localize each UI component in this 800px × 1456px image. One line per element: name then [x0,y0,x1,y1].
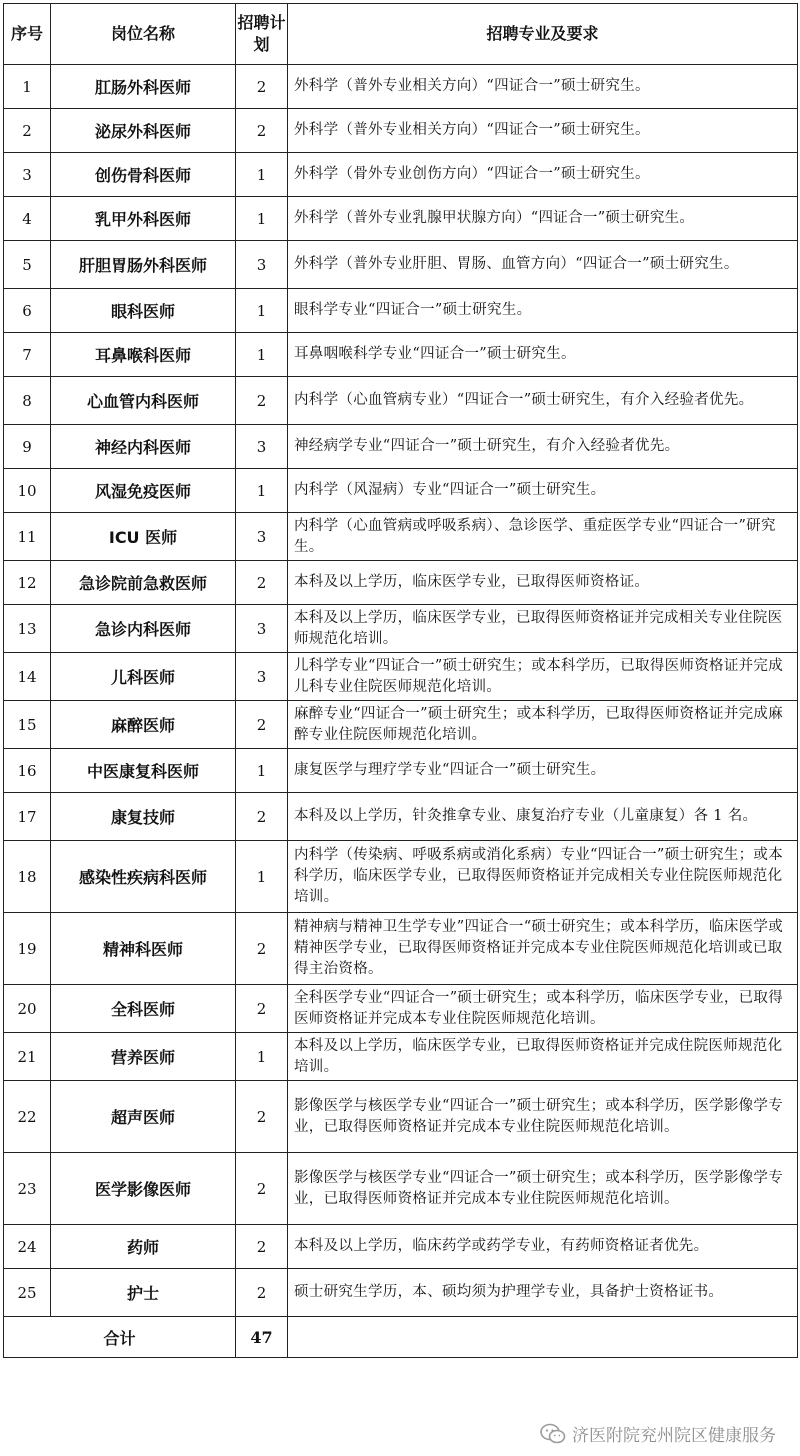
requirements: 外科学（普外专业乳腺甲状腺方向）“四证合一”硕士研究生。 [288,197,798,241]
row-number: 1 [4,65,51,109]
requirements: 本科及以上学历，临床医学专业，已取得医师资格证并完成住院医师规范化培训。 [288,1033,798,1081]
row-number: 13 [4,605,51,653]
row-number: 16 [4,749,51,793]
row-number: 12 [4,561,51,605]
table-row [4,513,798,561]
position-name: 营养医师 [51,1033,236,1081]
plan-count: 3 [236,653,288,701]
plan-count: 2 [236,701,288,749]
table-row [4,469,798,513]
watermark [540,1421,776,1446]
requirements: 内科学（传染病、呼吸系病或消化系病）专业“四证合一”硕士研究生；或本科学历，临床医学专业，已取得医师资格证并完成相关专业住院医师规范化培训。 [288,841,798,913]
position-name: 麻醉医师 [51,701,236,749]
position-name: 心血管内科医师 [51,377,236,425]
row-number: 11 [4,513,51,561]
requirements: 麻醉专业“四证合一”硕士研究生；或本科学历，已取得医师资格证并完成麻醉专业住院医师规范化培训。 [288,701,798,749]
header-name: 岗位名称 [51,4,236,65]
requirements: 外科学（普外专业相关方向）“四证合一”硕士研究生。 [288,65,798,109]
row-number: 23 [4,1153,51,1225]
plan-count: 2 [236,1269,288,1317]
position-name: 儿科医师 [51,653,236,701]
requirements: 眼科学专业“四证合一”硕士研究生。 [288,289,798,333]
row-number: 17 [4,793,51,841]
total-row [4,1317,798,1358]
plan-count: 1 [236,841,288,913]
plan-count: 3 [236,241,288,289]
position-name: 肝胆胃肠外科医师 [51,241,236,289]
requirements: 外科学（骨外专业创伤方向）“四证合一”硕士研究生。 [288,153,798,197]
row-number: 4 [4,197,51,241]
position-name: 风湿免疫医师 [51,469,236,513]
position-name: 神经内科医师 [51,425,236,469]
header-requirements: 招聘专业及要求 [288,4,798,65]
row-number: 6 [4,289,51,333]
position-name: 超声医师 [51,1081,236,1153]
requirements: 内科学（风湿病）专业“四证合一”硕士研究生。 [288,469,798,513]
position-name: 乳甲外科医师 [51,197,236,241]
row-number: 21 [4,1033,51,1081]
table-row [4,605,798,653]
row-number: 3 [4,153,51,197]
requirements: 本科及以上学历，临床药学或药学专业，有药师资格证者优先。 [288,1225,798,1269]
watermark-text: 济医附院兖州院区健康服务 [572,1426,776,1446]
requirements: 康复医学与理疗学专业“四证合一”硕士研究生。 [288,749,798,793]
row-number: 15 [4,701,51,749]
row-number: 25 [4,1269,51,1317]
requirements: 内科学（心血管病专业）“四证合一”硕士研究生，有介入经验者优先。 [288,377,798,425]
plan-count: 2 [236,561,288,605]
table-row [4,561,798,605]
table-row [4,985,798,1033]
wechat-icon [540,1423,566,1445]
plan-count: 2 [236,985,288,1033]
plan-count: 1 [236,333,288,377]
position-name: 药师 [51,1225,236,1269]
plan-count: 2 [236,377,288,425]
table-header-row [4,4,798,65]
position-name: 全科医师 [51,985,236,1033]
position-name: 康复技师 [51,793,236,841]
row-number: 9 [4,425,51,469]
table-row [4,793,798,841]
position-name: 护士 [51,1269,236,1317]
table-row [4,1269,798,1317]
plan-count: 1 [236,469,288,513]
table-row [4,1033,798,1081]
row-number: 7 [4,333,51,377]
row-number: 8 [4,377,51,425]
requirements: 本科及以上学历，临床医学专业，已取得医师资格证。 [288,561,798,605]
requirements: 全科医学专业“四证合一”硕士研究生；或本科学历，临床医学专业，已取得医师资格证并完成本专业住院医师规范化培训。 [288,985,798,1033]
position-name: 急诊内科医师 [51,605,236,653]
row-number: 18 [4,841,51,913]
header-no: 序号 [4,4,51,65]
total-value: 47 [236,1317,288,1358]
position-name: 中医康复科医师 [51,749,236,793]
requirements: 本科及以上学历，针灸推拿专业、康复治疗专业（儿童康复）各 1 名。 [288,793,798,841]
table-row [4,333,798,377]
row-number: 2 [4,109,51,153]
row-number: 10 [4,469,51,513]
total-label: 合计 [4,1317,236,1358]
requirements: 外科学（普外专业肝胆、胃肠、血管方向）“四证合一”硕士研究生。 [288,241,798,289]
table-row [4,377,798,425]
header-plan: 招聘计划 [236,4,288,65]
total-empty-cell [288,1317,798,1358]
row-number: 19 [4,913,51,985]
requirements: 精神病与精神卫生学专业”四证合一“硕士研究生；或本科学历，临床医学或精神医学专业，已取得医师资格证并完成本专业住院医师规范化培训或已取得主治资格。 [288,913,798,985]
requirements: 本科及以上学历，临床医学专业，已取得医师资格证并完成相关专业住院医师规范化培训。 [288,605,798,653]
requirements: 儿科学专业“四证合一”硕士研究生；或本科学历，已取得医师资格证并完成儿科专业住院医师规范化培训。 [288,653,798,701]
table-row [4,109,798,153]
table-row [4,1153,798,1225]
table-row [4,289,798,333]
requirements: 耳鼻咽喉科学专业“四证合一”硕士研究生。 [288,333,798,377]
requirements: 外科学（普外专业相关方向）“四证合一”硕士研究生。 [288,109,798,153]
position-name: 精神科医师 [51,913,236,985]
table-row [4,913,798,985]
plan-count: 1 [236,1033,288,1081]
table-row [4,153,798,197]
position-name: 眼科医师 [51,289,236,333]
row-number: 14 [4,653,51,701]
plan-count: 2 [236,65,288,109]
recruitment-table [3,3,798,1358]
table-row [4,653,798,701]
position-name: 耳鼻喉科医师 [51,333,236,377]
position-name: 感染性疾病科医师 [51,841,236,913]
plan-count: 2 [236,109,288,153]
row-number: 24 [4,1225,51,1269]
table-row [4,197,798,241]
plan-count: 1 [236,749,288,793]
plan-count: 1 [236,289,288,333]
row-number: 22 [4,1081,51,1153]
table-row [4,1081,798,1153]
position-name: 泌尿外科医师 [51,109,236,153]
plan-count: 2 [236,1225,288,1269]
plan-count: 3 [236,513,288,561]
plan-count: 3 [236,425,288,469]
plan-count: 1 [236,197,288,241]
table-row [4,1225,798,1269]
table-row [4,65,798,109]
position-name: 肛肠外科医师 [51,65,236,109]
plan-count: 1 [236,153,288,197]
table-row [4,425,798,469]
row-number: 20 [4,985,51,1033]
table-row [4,749,798,793]
table-row [4,841,798,913]
table-row [4,241,798,289]
requirements: 影像医学与核医学专业“四证合一”硕士研究生；或本科学历，医学影像学专业，已取得医师资格证并完成本专业住院医师规范化培训。 [288,1081,798,1153]
requirements: 硕士研究生学历，本、硕均须为护理学专业，具备护士资格证书。 [288,1269,798,1317]
requirements: 内科学（心血管病或呼吸系病）、急诊医学、重症医学专业“四证合一”研究生。 [288,513,798,561]
position-name: 医学影像医师 [51,1153,236,1225]
table-row [4,701,798,749]
plan-count: 3 [236,605,288,653]
plan-count: 2 [236,793,288,841]
plan-count: 2 [236,913,288,985]
requirements: 神经病学专业“四证合一”硕士研究生，有介入经验者优先。 [288,425,798,469]
position-name: 急诊院前急救医师 [51,561,236,605]
position-name: ICU 医师 [51,513,236,561]
requirements: 影像医学与核医学专业“四证合一”硕士研究生；或本科学历，医学影像学专业，已取得医师资格证并完成本专业住院医师规范化培训。 [288,1153,798,1225]
position-name: 创伤骨科医师 [51,153,236,197]
table-body [4,65,798,1317]
plan-count: 2 [236,1081,288,1153]
row-number: 5 [4,241,51,289]
plan-count: 2 [236,1153,288,1225]
